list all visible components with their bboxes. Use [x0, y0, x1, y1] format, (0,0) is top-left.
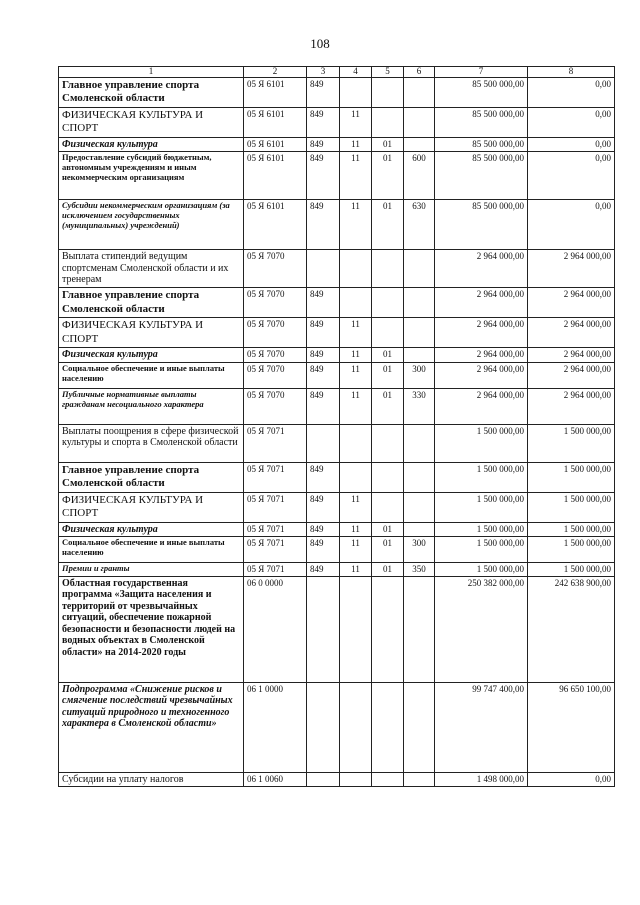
- subsection-code: 01: [372, 348, 404, 363]
- amount-year-2: 2 964 000,00: [528, 288, 615, 318]
- expense-type-code: [404, 424, 435, 462]
- amount-year-1: 2 964 000,00: [435, 388, 528, 424]
- amount-year-1: 2 964 000,00: [435, 288, 528, 318]
- table-row: [59, 424, 615, 462]
- table-row: [59, 77, 615, 107]
- table-row: [59, 288, 615, 318]
- item-name: Главное управление спорта Смоленской области: [59, 77, 244, 107]
- target-article-code: 05 Я 6101: [244, 107, 307, 137]
- target-article-code: 05 Я 7071: [244, 492, 307, 522]
- section-code: [340, 424, 372, 462]
- target-article-code: 05 Я 6101: [244, 152, 307, 200]
- table-row: [59, 348, 615, 363]
- table-row: [59, 576, 615, 682]
- target-article-code: 05 Я 7070: [244, 362, 307, 388]
- expense-type-code: [404, 772, 435, 787]
- column-header-5: 5: [372, 67, 404, 78]
- section-code: 11: [340, 107, 372, 137]
- column-header-6: 6: [404, 67, 435, 78]
- amount-year-2: 0,00: [528, 137, 615, 152]
- target-article-code: 05 Я 7070: [244, 250, 307, 288]
- section-code: 11: [340, 492, 372, 522]
- column-header-2: 2: [244, 67, 307, 78]
- item-name: Предоставление субсидий бюджетным, автономным учреждениям и иным некоммерческим организациям: [59, 152, 244, 200]
- table-row: [59, 563, 615, 576]
- target-article-code: 06 1 0060: [244, 772, 307, 787]
- item-name: Выплата стипендий ведущим спортсменам Смоленской области и их тренерам: [59, 250, 244, 288]
- target-article-code: 05 Я 7070: [244, 288, 307, 318]
- subsection-code: 01: [372, 137, 404, 152]
- column-header-4: 4: [340, 67, 372, 78]
- item-name: ФИЗИЧЕСКАЯ КУЛЬТУРА И СПОРТ: [59, 318, 244, 348]
- department-code: [307, 424, 340, 462]
- section-code: 11: [340, 362, 372, 388]
- amount-year-1: 85 500 000,00: [435, 77, 528, 107]
- column-number-row: [59, 67, 615, 78]
- subsection-code: [372, 682, 404, 772]
- amount-year-2: 2 964 000,00: [528, 318, 615, 348]
- section-code: 11: [340, 348, 372, 363]
- page-number: 108: [310, 36, 330, 51]
- item-name: Премии и гранты: [59, 563, 244, 576]
- amount-year-2: 1 500 000,00: [528, 492, 615, 522]
- expense-type-code: [404, 576, 435, 682]
- expense-type-code: 330: [404, 388, 435, 424]
- department-code: 849: [307, 537, 340, 563]
- item-name: Физическая культура: [59, 522, 244, 537]
- amount-year-2: 0,00: [528, 200, 615, 250]
- table-row: [59, 537, 615, 563]
- amount-year-2: 242 638 900,00: [528, 576, 615, 682]
- item-name: Субсидии на уплату налогов: [59, 772, 244, 787]
- amount-year-1: 85 500 000,00: [435, 200, 528, 250]
- amount-year-1: 1 500 000,00: [435, 492, 528, 522]
- expense-type-code: [404, 288, 435, 318]
- table-row: [59, 107, 615, 137]
- column-header-8: 8: [528, 67, 615, 78]
- expense-type-code: [404, 318, 435, 348]
- expense-type-code: [404, 77, 435, 107]
- amount-year-2: 0,00: [528, 772, 615, 787]
- expense-type-code: [404, 522, 435, 537]
- amount-year-1: 1 500 000,00: [435, 537, 528, 563]
- amount-year-1: 2 964 000,00: [435, 318, 528, 348]
- department-code: 849: [307, 200, 340, 250]
- section-code: 11: [340, 522, 372, 537]
- table-row: [59, 137, 615, 152]
- target-article-code: 06 1 0000: [244, 682, 307, 772]
- amount-year-2: 1 500 000,00: [528, 522, 615, 537]
- section-code: [340, 288, 372, 318]
- subsection-code: [372, 288, 404, 318]
- department-code: 849: [307, 348, 340, 363]
- amount-year-1: 1 500 000,00: [435, 522, 528, 537]
- target-article-code: 06 0 0000: [244, 576, 307, 682]
- table-row: [59, 318, 615, 348]
- expense-type-code: 300: [404, 362, 435, 388]
- section-code: [340, 77, 372, 107]
- table-row: [59, 772, 615, 787]
- department-code: 849: [307, 288, 340, 318]
- item-name: Физическая культура: [59, 137, 244, 152]
- department-code: [307, 772, 340, 787]
- item-name: Физическая культура: [59, 348, 244, 363]
- amount-year-2: 1 500 000,00: [528, 462, 615, 492]
- target-article-code: 05 Я 6101: [244, 200, 307, 250]
- section-code: 11: [340, 137, 372, 152]
- column-header-7: 7: [435, 67, 528, 78]
- subsection-code: [372, 424, 404, 462]
- amount-year-2: 1 500 000,00: [528, 537, 615, 563]
- target-article-code: 05 Я 7071: [244, 563, 307, 576]
- department-code: 849: [307, 522, 340, 537]
- subsection-code: [372, 107, 404, 137]
- expense-type-code: [404, 492, 435, 522]
- item-name: Главное управление спорта Смоленской области: [59, 462, 244, 492]
- subsection-code: 01: [372, 200, 404, 250]
- expense-type-code: [404, 137, 435, 152]
- section-code: 11: [340, 318, 372, 348]
- subsection-code: 01: [372, 522, 404, 537]
- table-row: [59, 250, 615, 288]
- target-article-code: 05 Я 7071: [244, 522, 307, 537]
- amount-year-1: 2 964 000,00: [435, 362, 528, 388]
- department-code: 849: [307, 462, 340, 492]
- target-article-code: 05 Я 6101: [244, 137, 307, 152]
- amount-year-1: 1 498 000,00: [435, 772, 528, 787]
- item-name: Социальное обеспечение и иные выплаты населению: [59, 537, 244, 563]
- amount-year-2: 2 964 000,00: [528, 388, 615, 424]
- amount-year-2: 1 500 000,00: [528, 563, 615, 576]
- item-name: Публичные нормативные выплаты гражданам несоциального характера: [59, 388, 244, 424]
- target-article-code: 05 Я 7070: [244, 348, 307, 363]
- amount-year-2: 1 500 000,00: [528, 424, 615, 462]
- target-article-code: 05 Я 7071: [244, 537, 307, 563]
- amount-year-2: 0,00: [528, 107, 615, 137]
- expense-type-code: 630: [404, 200, 435, 250]
- amount-year-2: 2 964 000,00: [528, 348, 615, 363]
- department-code: 849: [307, 362, 340, 388]
- amount-year-1: 85 500 000,00: [435, 137, 528, 152]
- amount-year-1: 85 500 000,00: [435, 152, 528, 200]
- target-article-code: 05 Я 7070: [244, 388, 307, 424]
- department-code: 849: [307, 563, 340, 576]
- table-row: [59, 200, 615, 250]
- section-code: 11: [340, 563, 372, 576]
- amount-year-1: 85 500 000,00: [435, 107, 528, 137]
- department-code: 849: [307, 318, 340, 348]
- subsection-code: 01: [372, 362, 404, 388]
- department-code: [307, 576, 340, 682]
- subsection-code: [372, 462, 404, 492]
- item-name: Подпрограмма «Снижение рисков и смягчение последствий чрезвычайных ситуаций природного и техногенного характера в Смоленской области»: [59, 682, 244, 772]
- expense-type-code: 350: [404, 563, 435, 576]
- item-name: ФИЗИЧЕСКАЯ КУЛЬТУРА И СПОРТ: [59, 107, 244, 137]
- subsection-code: 01: [372, 537, 404, 563]
- amount-year-1: 2 964 000,00: [435, 348, 528, 363]
- amount-year-2: 96 650 100,00: [528, 682, 615, 772]
- table-row: [59, 682, 615, 772]
- amount-year-1: 99 747 400,00: [435, 682, 528, 772]
- amount-year-2: 0,00: [528, 77, 615, 107]
- subsection-code: [372, 492, 404, 522]
- table-row: [59, 362, 615, 388]
- item-name: Субсидии некоммерческим организациям (за исключением государственных (муниципальных) учреждений): [59, 200, 244, 250]
- section-code: 11: [340, 152, 372, 200]
- amount-year-2: 0,00: [528, 152, 615, 200]
- subsection-code: 01: [372, 563, 404, 576]
- section-code: [340, 772, 372, 787]
- department-code: 849: [307, 492, 340, 522]
- table-row: [59, 388, 615, 424]
- amount-year-2: 2 964 000,00: [528, 362, 615, 388]
- table-row: [59, 462, 615, 492]
- item-name: Выплаты поощрения в сфере физической культуры и спорта в Смоленской области: [59, 424, 244, 462]
- expense-type-code: [404, 107, 435, 137]
- column-header-1: 1: [59, 67, 244, 78]
- subsection-code: [372, 576, 404, 682]
- item-name: Областная государственная программа «Защита населения и территорий от чрезвычайных ситуаций, обеспечение пожарной безопасности и безопасности людей на водных объектах в Смоленской области» на 2014-2020 годы: [59, 576, 244, 682]
- target-article-code: 05 Я 7070: [244, 318, 307, 348]
- target-article-code: 05 Я 7071: [244, 462, 307, 492]
- amount-year-1: 2 964 000,00: [435, 250, 528, 288]
- item-name: Социальное обеспечение и иные выплаты населению: [59, 362, 244, 388]
- subsection-code: [372, 772, 404, 787]
- department-code: 849: [307, 107, 340, 137]
- department-code: [307, 682, 340, 772]
- amount-year-1: 1 500 000,00: [435, 424, 528, 462]
- section-code: 11: [340, 388, 372, 424]
- section-code: [340, 250, 372, 288]
- department-code: 849: [307, 152, 340, 200]
- section-code: [340, 576, 372, 682]
- subsection-code: [372, 77, 404, 107]
- subsection-code: 01: [372, 152, 404, 200]
- department-code: [307, 250, 340, 288]
- section-code: 11: [340, 200, 372, 250]
- item-name: Главное управление спорта Смоленской области: [59, 288, 244, 318]
- amount-year-1: 1 500 000,00: [435, 462, 528, 492]
- table-row: [59, 522, 615, 537]
- section-code: 11: [340, 537, 372, 563]
- table-row: [59, 152, 615, 200]
- target-article-code: 05 Я 7071: [244, 424, 307, 462]
- subsection-code: [372, 318, 404, 348]
- amount-year-1: 1 500 000,00: [435, 563, 528, 576]
- column-header-3: 3: [307, 67, 340, 78]
- expense-type-code: [404, 250, 435, 288]
- section-code: [340, 462, 372, 492]
- expense-type-code: 600: [404, 152, 435, 200]
- department-code: 849: [307, 388, 340, 424]
- amount-year-1: 250 382 000,00: [435, 576, 528, 682]
- expense-type-code: [404, 462, 435, 492]
- department-code: 849: [307, 77, 340, 107]
- expense-type-code: [404, 348, 435, 363]
- expense-type-code: [404, 682, 435, 772]
- target-article-code: 05 Я 6101: [244, 77, 307, 107]
- amount-year-2: 2 964 000,00: [528, 250, 615, 288]
- item-name: ФИЗИЧЕСКАЯ КУЛЬТУРА И СПОРТ: [59, 492, 244, 522]
- subsection-code: [372, 250, 404, 288]
- department-code: 849: [307, 137, 340, 152]
- budget-table: [58, 66, 615, 787]
- table-row: [59, 492, 615, 522]
- expense-type-code: 300: [404, 537, 435, 563]
- subsection-code: 01: [372, 388, 404, 424]
- section-code: [340, 682, 372, 772]
